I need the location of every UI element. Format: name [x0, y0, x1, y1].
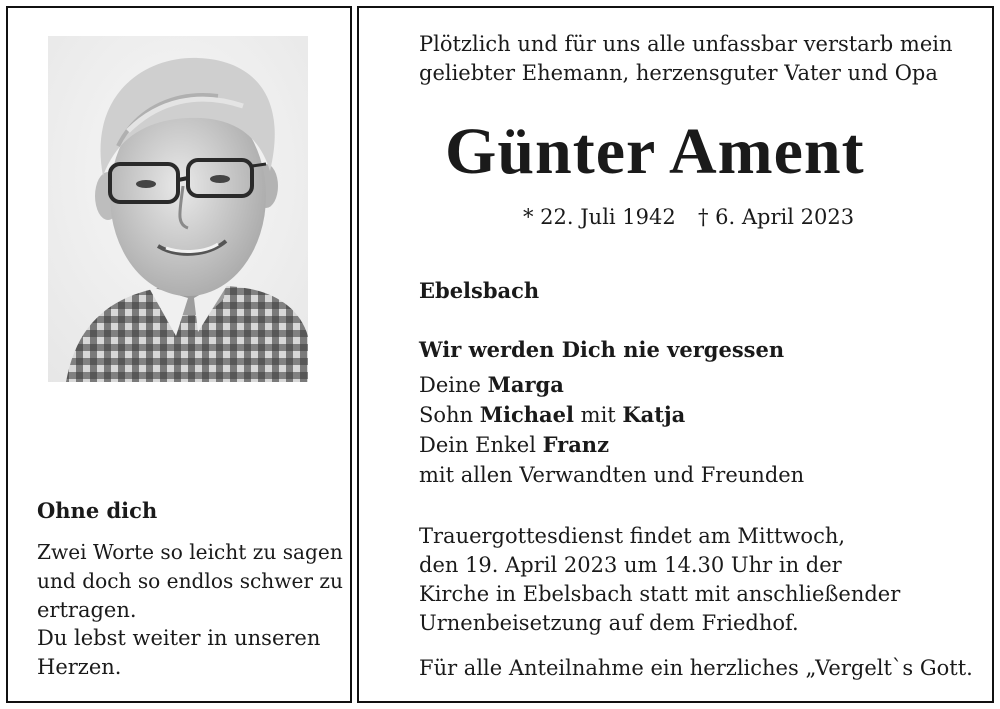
poem-title: Ohne dich [37, 498, 158, 523]
thanks-line: Für alle Anteilnahme ein herzliches „Vergelt`s Gott. [419, 656, 973, 680]
deceased-name: Günter Ament [445, 115, 865, 188]
birth-date: * 22. Juli 1942 [523, 205, 676, 229]
mourner-line: mit allen Verwandten und Freunden [419, 463, 805, 487]
death-date: † 6. April 2023 [698, 205, 855, 229]
intro-line: Plötzlich und für uns alle unfassbar verstarb mein [419, 32, 953, 56]
portrait-photo [48, 36, 308, 382]
service-line: Urnenbeisetzung auf dem Friedhof. [419, 611, 799, 635]
poem-line: Herzen. [37, 655, 122, 679]
intro-line: geliebter Ehemann, herzensguter Vater und Opa [419, 61, 938, 85]
mourner-line: Dein Enkel Franz [419, 432, 609, 457]
service-line: den 19. April 2023 um 14.30 Uhr in der [419, 553, 842, 577]
service-line: Trauergottesdienst findet am Mittwoch, [419, 524, 846, 548]
poem-line: und doch so endlos schwer zu [37, 569, 343, 593]
poem-line: ertragen. [37, 598, 137, 622]
place-name: Ebelsbach [419, 278, 540, 303]
poem-line: Zwei Worte so leicht zu sagen [37, 540, 343, 564]
poem-line: Du lebst weiter in unseren [37, 626, 321, 650]
farewell-heading: Wir werden Dich nie vergessen [419, 337, 785, 362]
service-line: Kirche in Ebelsbach statt mit anschließender [419, 582, 901, 606]
mourner-line: Sohn Michael mit Katja [419, 402, 686, 427]
mourner-line: Deine Marga [419, 372, 564, 397]
